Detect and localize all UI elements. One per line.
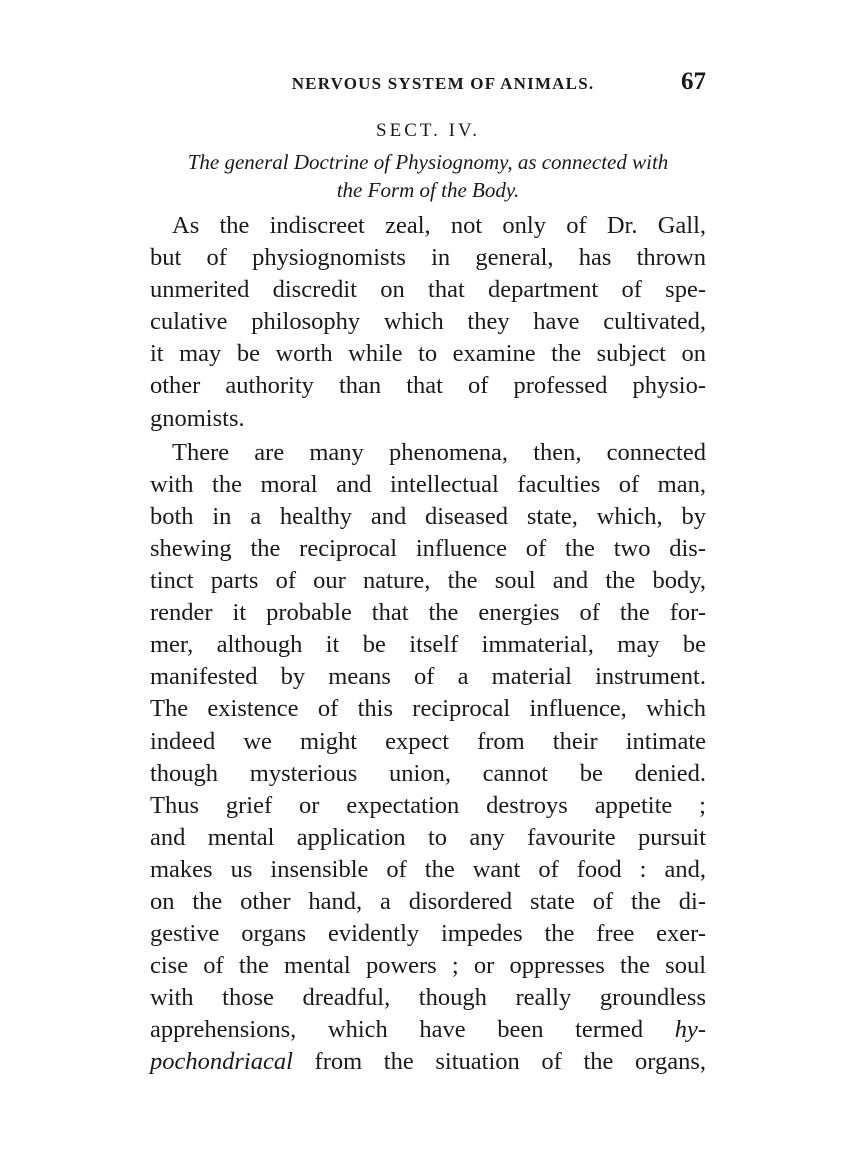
section-subtitle	[150, 148, 706, 204]
text-fragment: from the situation of the organs,	[314, 1048, 707, 1076]
running-head	[150, 70, 706, 106]
text-line: though mysterious union, cannot be denied.	[150, 759, 706, 787]
running-title: NERVOUS SYSTEM OF ANIMALS.	[291, 74, 595, 93]
page-number: 67	[681, 68, 706, 95]
text-line: culative philosophy which they have cultivated,	[150, 308, 706, 336]
text-line: Thus grief or expectation destroys appetite ;	[150, 791, 706, 819]
text-line: cise of the mental powers ; or oppresses the soul	[150, 952, 706, 980]
section-subtitle-line: The general Doctrine of Physiognomy, as connected with	[187, 150, 669, 174]
text-line	[150, 1014, 706, 1046]
section-heading: SECT. IV.	[376, 120, 480, 141]
text-fragment: apprehensions, which have been termed	[150, 1016, 644, 1044]
italic-term: hy-	[674, 1016, 706, 1044]
text-line: with the moral and intellectual faculties of man,	[150, 470, 706, 498]
text-line: The existence of this reciprocal influence, which	[150, 695, 706, 723]
text-line: other authority than that of professed physio-	[150, 372, 706, 400]
text-line: mer, although it be itself immaterial, may be	[150, 631, 706, 659]
text-line: unmerited discredit on that department of spe-	[150, 276, 706, 304]
book-page	[150, 70, 706, 1079]
text-line: There are many phenomena, then, connected	[172, 438, 706, 466]
text-line: both in a healthy and diseased state, which, by	[150, 502, 706, 530]
text-line: indeed we might expect from their intimate	[150, 727, 706, 755]
text-line: tinct parts of our nature, the soul and the body,	[150, 567, 706, 595]
section-subtitle-line: the Form of the Body.	[336, 178, 520, 202]
text-line: gestive organs evidently impedes the free exer-	[150, 920, 706, 948]
text-line: but of physiognomists in general, has thrown	[150, 244, 706, 272]
text-line: As the indiscreet zeal, not only of Dr. Gall,	[172, 212, 706, 239]
text-line: with those dreadful, though really groundless	[150, 984, 706, 1012]
paragraph-2	[150, 437, 706, 1079]
text-line: shewing the reciprocal influence of the two dis-	[150, 534, 706, 562]
paragraph-1	[150, 210, 706, 435]
text-line: it may be worth while to examine the subject on	[150, 340, 706, 368]
text-line: and mental application to any favourite pursuit	[150, 823, 706, 851]
italic-term: pochondriacal	[150, 1048, 293, 1076]
text-line	[150, 1046, 706, 1078]
text-line: gnomists.	[150, 404, 245, 432]
text-line: on the other hand, a disordered state of the di-	[150, 887, 706, 915]
text-line: manifested by means of a material instrument.	[150, 663, 706, 691]
text-line: makes us insensible of the want of food : and,	[150, 855, 706, 883]
text-line: render it probable that the energies of the for-	[150, 599, 706, 627]
